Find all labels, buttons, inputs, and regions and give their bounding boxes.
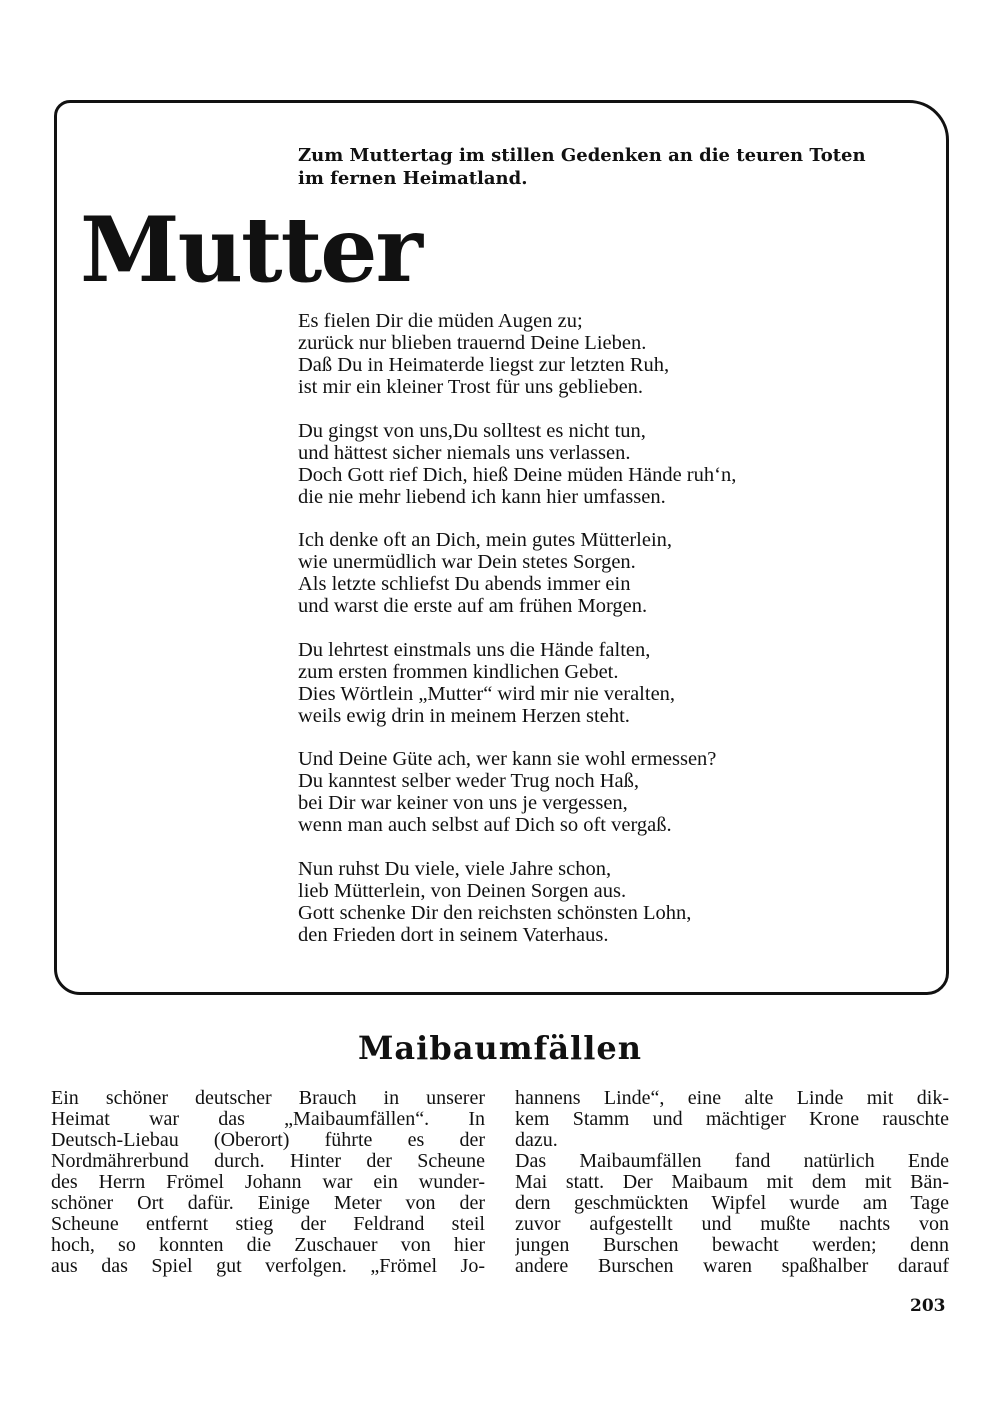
verse-line: lieb Mütterlein, von Deinen Sorgen aus. xyxy=(298,879,627,902)
dedication-line: Zum Muttertag im stillen Gedenken an die teuren Toten xyxy=(298,145,866,166)
stanza xyxy=(298,748,918,836)
verse-line: Ich denke oft an Dich, mein gutes Mütterlein, xyxy=(298,529,673,551)
text-line: Deutsch-Liebau (Oberort) führte es der xyxy=(51,1130,485,1151)
verse-line: Du kanntest selber weder Trug noch Haß, xyxy=(298,770,640,792)
poem-title: Mutter xyxy=(80,197,421,303)
verse-line: und warst die erste auf am frühen Morgen. xyxy=(298,595,648,617)
text-line: Heimat war das „Maibaumfällen“. In xyxy=(51,1109,485,1130)
text-line: Mai statt. Der Maibaum mit dem mit Bän- xyxy=(515,1172,949,1193)
verse-line: wenn man auch selbst auf Dich so oft vergaß. xyxy=(298,814,672,836)
verse-line: ist mir ein kleiner Trost für uns geblieben. xyxy=(298,376,644,398)
verse-line: wie unermüdlich war Dein stetes Sorgen. xyxy=(298,551,636,573)
stanza xyxy=(298,420,918,508)
text-line: hannens Linde“, eine alte Linde mit dik- xyxy=(515,1088,949,1109)
text-line: Das Maibaumfällen fand natürlich Ende xyxy=(515,1151,949,1172)
text-line: schöner Ort dafür. Einige Meter von der xyxy=(51,1193,485,1214)
article-column-right xyxy=(515,1088,949,1277)
verse-line: Es fielen Dir die müden Augen zu; xyxy=(298,310,583,332)
dedication xyxy=(298,144,918,190)
verse-line: Und Deine Güte ach, wer kann sie wohl ermessen? xyxy=(298,748,717,770)
verse-line: bei Dir war keiner von uns je vergessen, xyxy=(298,792,628,814)
text-line: Ein schöner deutscher Brauch in unserer xyxy=(51,1088,485,1109)
verse-line: Du lehrtest einstmals uns die Hände falten, xyxy=(298,638,651,661)
verse-line: zum ersten frommen kindlichen Gebet. xyxy=(298,660,619,683)
article-column-left xyxy=(51,1088,485,1277)
poem-body xyxy=(298,310,918,967)
verse-line: Daß Du in Heimaterde liegst zur letzten Ruh, xyxy=(298,354,670,376)
verse-line: die nie mehr liebend ich kann hier umfassen. xyxy=(298,485,666,508)
stanza xyxy=(298,529,918,617)
text-line: des Herrn Frömel Johann war ein wunder- xyxy=(51,1172,485,1193)
text-line: jungen Burschen bewacht werden; denn xyxy=(515,1235,949,1256)
verse-line: Als letzte schliefst Du abends immer ein xyxy=(298,573,631,595)
verse-line: Doch Gott rief Dich, hieß Deine müden Hände ruh‘n, xyxy=(298,463,737,486)
verse-line: Dies Wörtlein „Mutter“ wird mir nie veralten, xyxy=(298,682,676,705)
article-title: Maibaumfällen xyxy=(358,1029,642,1067)
stanza xyxy=(298,310,918,398)
stanza xyxy=(298,858,918,946)
dedication-line: im fernen Heimatland. xyxy=(298,168,528,189)
text-line: Nordmährerbund durch. Hinter der Scheune xyxy=(51,1151,485,1172)
stanza xyxy=(298,639,918,727)
verse-line: Du gingst von uns,Du solltest es nicht tun, xyxy=(298,419,646,442)
verse-line: und hättest sicher niemals uns verlassen. xyxy=(298,441,631,464)
verse-line: weils ewig drin in meinem Herzen steht. xyxy=(298,704,630,727)
text-line: andere Burschen waren spaßhalber darauf xyxy=(515,1256,949,1277)
text-line: zuvor aufgestellt und mußte nachts von xyxy=(515,1214,949,1235)
text-line: hoch, so konnten die Zuschauer von hier xyxy=(51,1235,485,1256)
verse-line: Nun ruhst Du viele, viele Jahre schon, xyxy=(298,857,612,880)
verse-line: Gott schenke Dir den reichsten schönsten Lohn, xyxy=(298,901,692,924)
page-number: 203 xyxy=(910,1296,946,1316)
text-line: Scheune entfernt stieg der Feldrand steil xyxy=(51,1214,485,1235)
verse-line: zurück nur blieben trauernd Deine Lieben. xyxy=(298,332,647,354)
text-line: kem Stamm und mächtiger Krone rauschte xyxy=(515,1109,949,1130)
verse-line: den Frieden dort in seinem Vaterhaus. xyxy=(298,923,609,946)
text-line: dern geschmückten Wipfel wurde am Tage xyxy=(515,1193,949,1214)
text-line: aus das Spiel gut verfolgen. „Frömel Jo- xyxy=(51,1256,485,1277)
text-line: dazu. xyxy=(515,1130,558,1151)
